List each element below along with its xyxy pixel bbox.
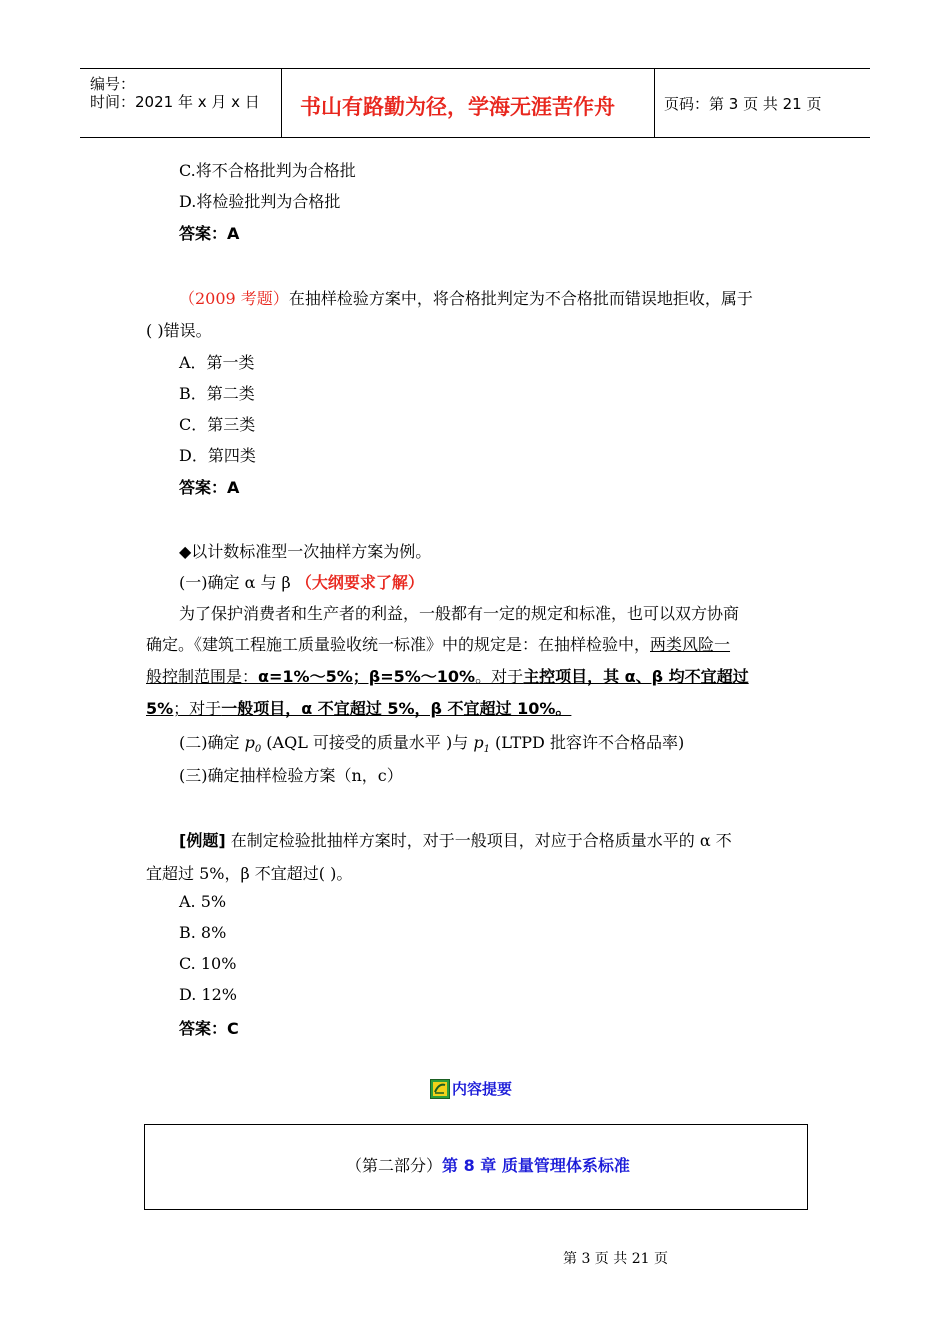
q1-option-d: D.将检验批判为合格批	[179, 192, 341, 211]
section-sub1	[179, 570, 424, 593]
q2-stem-line1	[179, 286, 753, 309]
para-line2-text: 确定。《建筑工程施工质量验收统一标准》中的规定是：在抽样检验中，	[146, 635, 651, 654]
sub2-prefix: (二)确定	[179, 733, 245, 752]
header-motto: 书山有路勤为径，学海无涯苦作舟	[300, 95, 615, 119]
para-line1: 为了保护消费者和生产者的利益，一般都有一定的规定和标准，也可以双方协商	[179, 604, 740, 623]
sub2-end: (LTPD 批容许不合格品率)	[489, 733, 685, 752]
para-line4-mid: ；对于	[173, 699, 222, 718]
doc-number-label: 编号：	[90, 75, 136, 93]
para-line4-value: 5%	[146, 699, 174, 718]
chapter-line	[346, 1153, 630, 1176]
section-sub2	[179, 730, 684, 755]
q2-option-b: B．第二类	[179, 384, 255, 403]
q2-exam-tag: （2009 考题）	[179, 289, 289, 308]
para-line2-underlined: 两类风险一	[650, 635, 731, 654]
sub2-mid: (AQL 可接受的质量水平 )与	[261, 733, 474, 752]
sub2-p0: $p_0$	[244, 733, 262, 756]
header-motto-cell	[281, 69, 655, 137]
example-option-a: A. 5%	[179, 892, 227, 911]
summary-heading	[430, 1078, 512, 1098]
q1-answer: 答案：A	[179, 224, 240, 243]
para-line3-mid: 。对于	[475, 667, 524, 686]
q2-stem-text: 在抽样检验方案中，将合格批判定为不合格批而错误地拒收，属于	[288, 289, 753, 308]
page-header	[80, 68, 870, 138]
doc-time-label: 时间：2021 年 x 月 x 日	[90, 93, 260, 111]
example-option-b: B. 8%	[179, 923, 227, 942]
example-tag: [例题]	[179, 831, 226, 850]
para-line3-main-items: 主控项目，其 α、β 均不宜超过	[523, 667, 749, 686]
summary-title: 内容提要	[452, 1080, 513, 1098]
q1-option-c: C.将不合格批判为合格批	[179, 161, 356, 180]
header-page-info: 页码：第 3 页 共 21 页	[664, 95, 822, 113]
example-answer: 答案：C	[179, 1019, 239, 1038]
sub1-note: （大纲要求了解）	[295, 573, 424, 592]
q2-stem-line2: ( )错误。	[146, 321, 212, 340]
sub2-p1: $p_1$	[473, 733, 490, 756]
q2-answer: 答案：A	[179, 478, 240, 497]
para-line3-underlined: 般控制范围是：	[146, 667, 259, 686]
para-line2	[146, 632, 730, 655]
example-stem-line2: 宜超过 5%，β 不宜超过( )。	[146, 864, 353, 883]
q2-option-d: D．第四类	[179, 446, 256, 465]
chapter-title: 第 8 章 质量管理体系标准	[442, 1156, 630, 1175]
example-stem-text: 在制定检验批抽样方案时，对于一般项目，对应于合格质量水平的 α 不	[225, 831, 732, 850]
para-line3-risk-range: α=1%～5%；β=5%～10%	[258, 667, 476, 686]
chapter-box	[144, 1124, 808, 1210]
header-page-cell	[654, 69, 870, 137]
chapter-part: （第二部分）	[346, 1156, 443, 1175]
para-line3	[146, 664, 749, 687]
section-sub3: (三)确定抽样检验方案（n，c）	[179, 766, 403, 785]
q2-option-a: A．第一类	[179, 353, 255, 372]
para-line4	[146, 696, 571, 719]
page-footer: 第 3 页 共 21 页	[563, 1251, 668, 1267]
para-line4-general-items: 一般项目，α 不宜超过 5%，β 不宜超过 10%。	[221, 699, 572, 718]
q2-option-c: C．第三类	[179, 415, 256, 434]
sub1-text: (一)确定 α 与 β	[179, 573, 296, 592]
example-option-d: D. 12%	[179, 985, 237, 1004]
section-intro: ◆以计数标准型一次抽样方案为例。	[179, 542, 432, 561]
notes-icon	[430, 1079, 450, 1099]
example-option-c: C. 10%	[179, 954, 237, 973]
header-meta	[80, 69, 280, 137]
example-stem-line1	[179, 828, 732, 851]
